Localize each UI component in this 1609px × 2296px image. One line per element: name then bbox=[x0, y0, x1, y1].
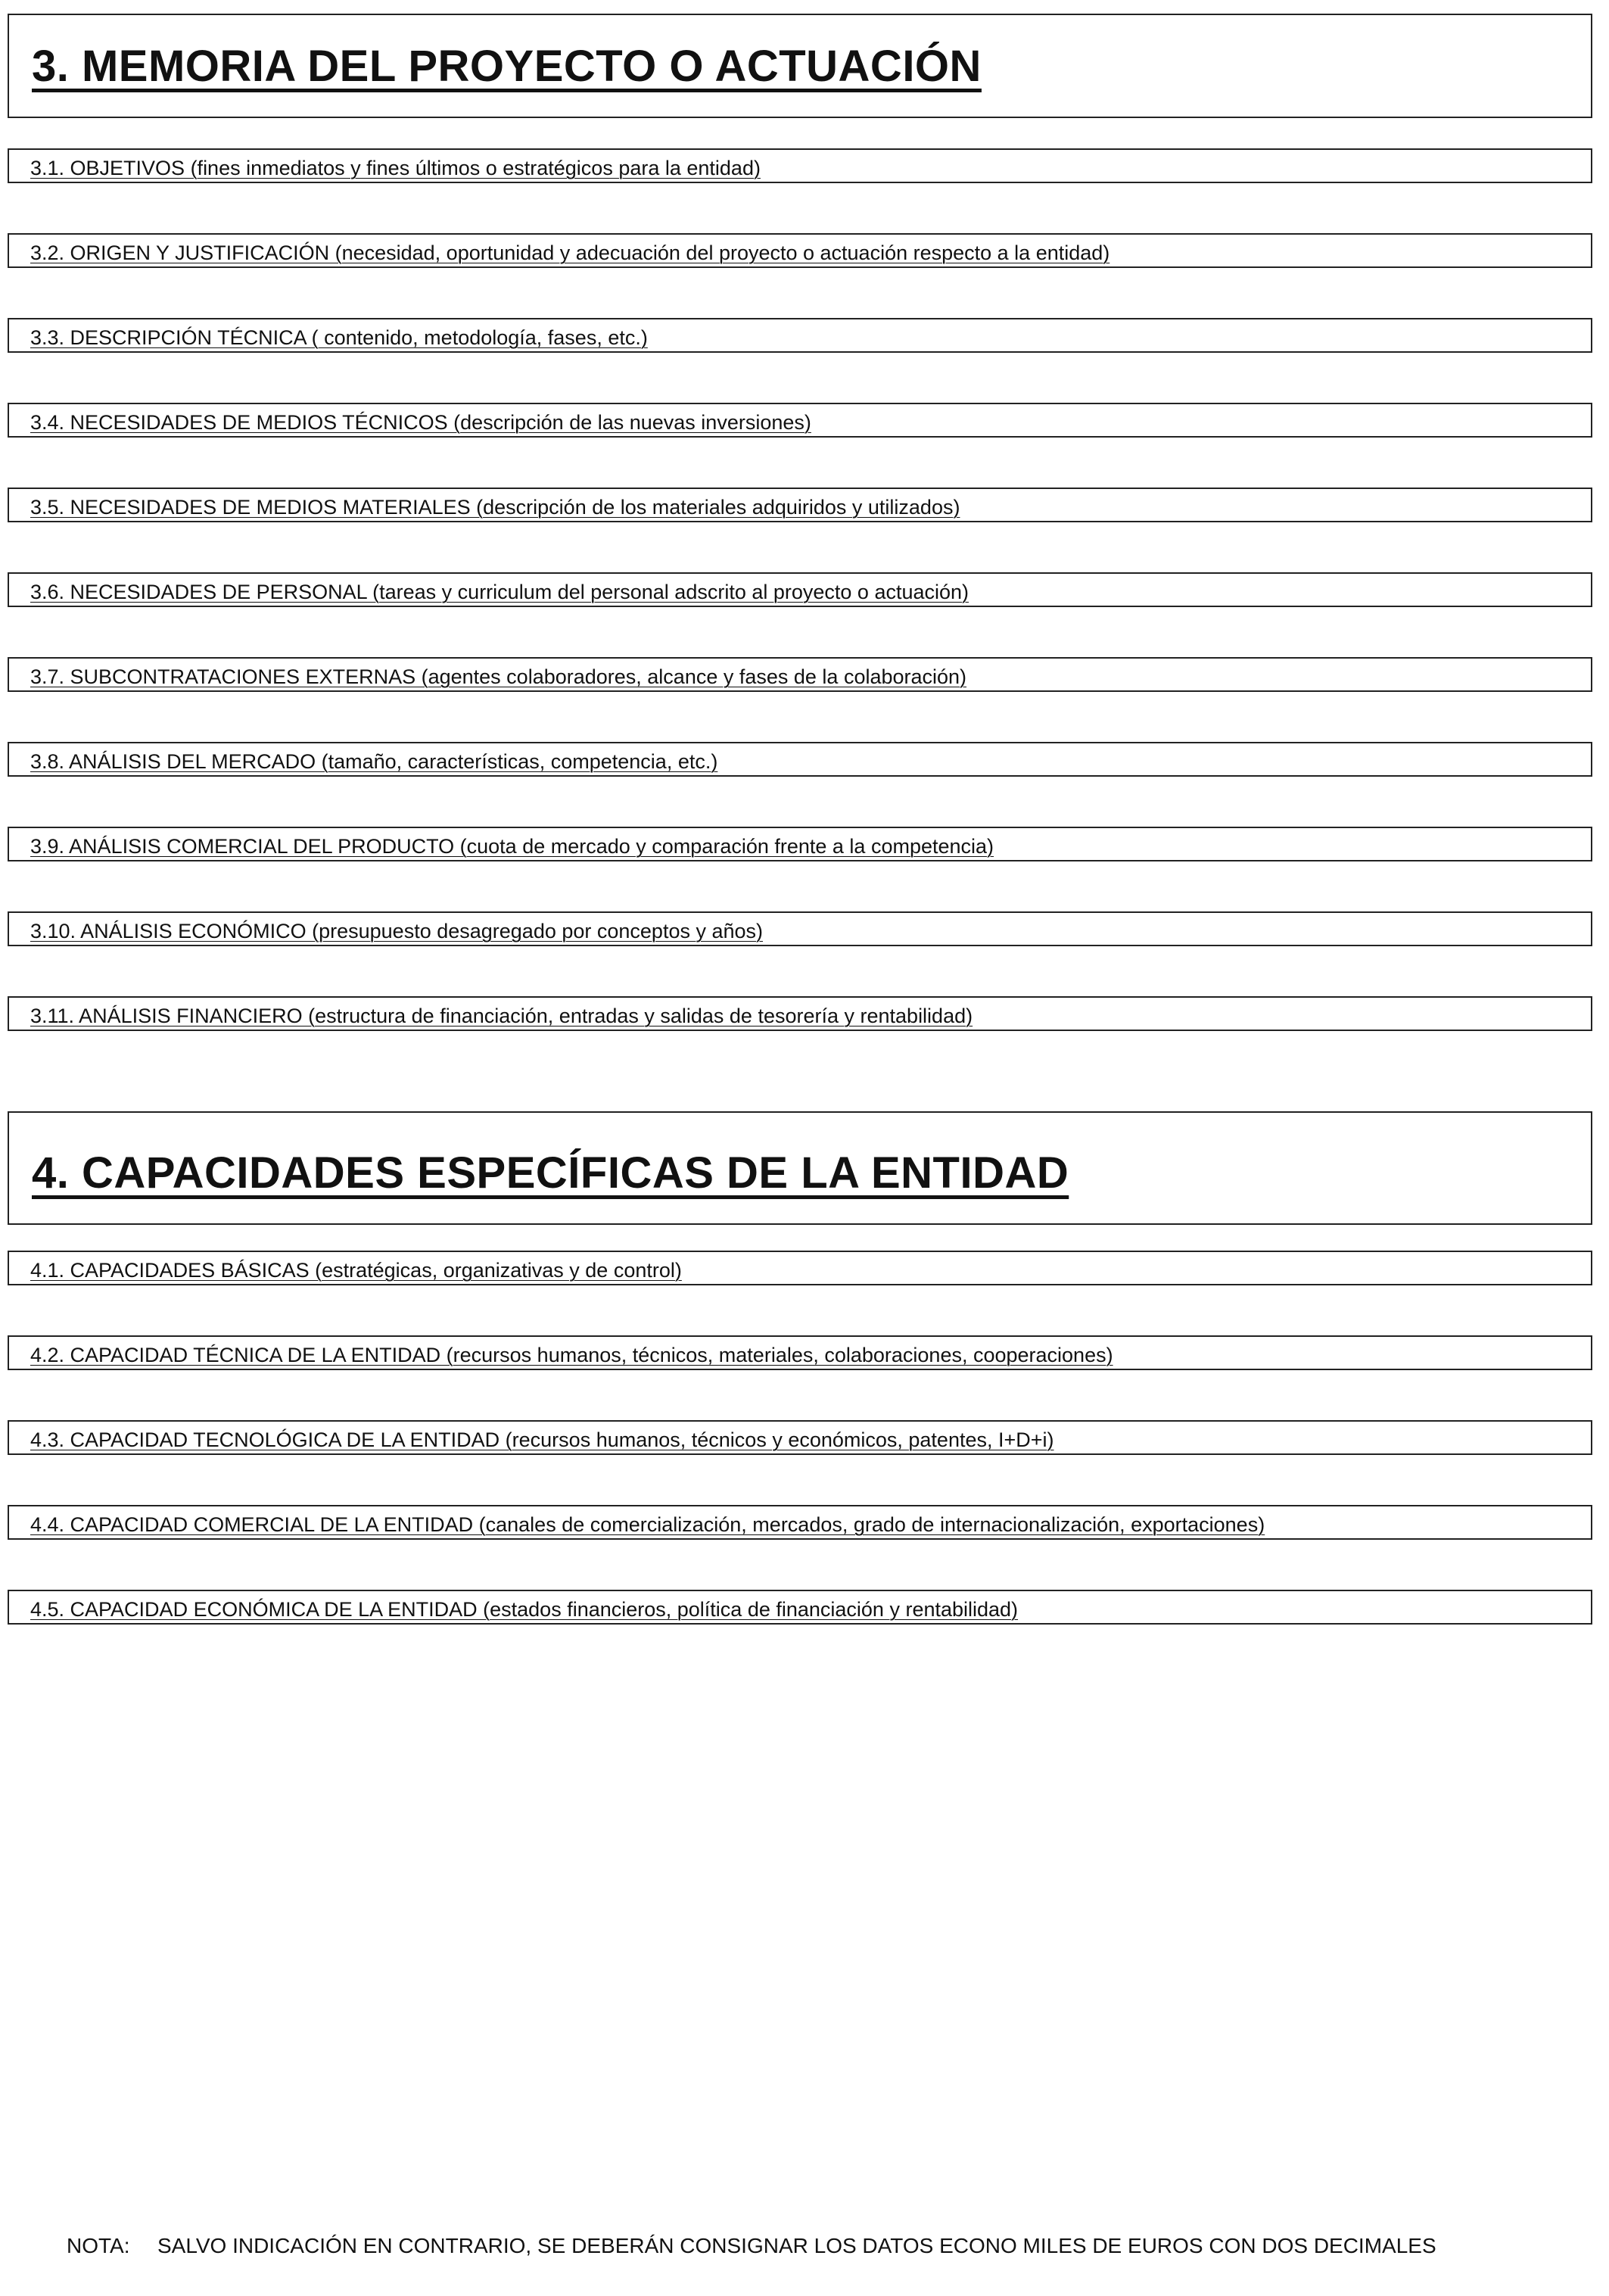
item-3-1[interactable] bbox=[8, 148, 1592, 183]
item-4-5[interactable] bbox=[8, 1590, 1592, 1625]
item-3-7-label: 3.7. SUBCONTRATACIONES EXTERNAS (agentes colaboradores, alcance y fases de la colaboración) bbox=[30, 665, 967, 688]
item-3-6[interactable] bbox=[8, 572, 1592, 607]
item-4-3[interactable] bbox=[8, 1420, 1592, 1455]
item-4-4[interactable] bbox=[8, 1505, 1592, 1540]
item-4-1-label: 4.1. CAPACIDADES BÁSICAS (estratégicas, organizativas y de control) bbox=[30, 1259, 682, 1282]
item-3-2[interactable] bbox=[8, 233, 1592, 268]
section-3-header bbox=[8, 14, 1592, 118]
item-3-11-label: 3.11. ANÁLISIS FINANCIERO (estructura de financiación, entradas y salidas de tesorería y rentabilidad) bbox=[30, 1005, 973, 1027]
item-3-3[interactable] bbox=[8, 318, 1592, 353]
item-3-5-label: 3.5. NECESIDADES DE MEDIOS MATERIALES (descripción de los materiales adquiridos y utilizados) bbox=[30, 496, 960, 519]
item-3-2-label: 3.2. ORIGEN Y JUSTIFICACIÓN (necesidad, oportunidad y adecuación del proyecto o actuación respecto a la entidad) bbox=[30, 241, 1110, 264]
item-3-3-label: 3.3. DESCRIPCIÓN TÉCNICA ( contenido, metodología, fases, etc.) bbox=[30, 326, 648, 349]
item-4-3-label: 4.3. CAPACIDAD TECNOLÓGICA DE LA ENTIDAD (recursos humanos, técnicos y económicos, patentes, I+D+i) bbox=[30, 1428, 1054, 1451]
item-3-6-label: 3.6. NECESIDADES DE PERSONAL (tareas y curriculum del personal adscrito al proyecto o actuación) bbox=[30, 581, 969, 603]
item-3-7[interactable] bbox=[8, 657, 1592, 692]
item-3-5[interactable] bbox=[8, 488, 1592, 522]
item-3-8-label: 3.8. ANÁLISIS DEL MERCADO (tamaño, características, competencia, etc.) bbox=[30, 750, 718, 773]
section-4-title: 4. CAPACIDADES ESPECÍFICAS DE LA ENTIDAD bbox=[32, 1148, 1069, 1198]
footer-note bbox=[67, 2235, 1558, 2257]
item-3-4[interactable] bbox=[8, 403, 1592, 438]
item-3-8[interactable] bbox=[8, 742, 1592, 777]
item-3-9[interactable] bbox=[8, 827, 1592, 861]
item-4-2[interactable] bbox=[8, 1335, 1592, 1370]
item-3-11[interactable] bbox=[8, 996, 1592, 1031]
item-3-4-label: 3.4. NECESIDADES DE MEDIOS TÉCNICOS (descripción de las nuevas inversiones) bbox=[30, 411, 811, 434]
item-4-2-label: 4.2. CAPACIDAD TÉCNICA DE LA ENTIDAD (recursos humanos, técnicos, materiales, colaboraciones, cooperaciones) bbox=[30, 1344, 1113, 1366]
item-3-9-label: 3.9. ANÁLISIS COMERCIAL DEL PRODUCTO (cuota de mercado y comparación frente a la competencia) bbox=[30, 835, 994, 858]
note-text: SALVO INDICACIÓN EN CONTRARIO, SE DEBERÁN CONSIGNAR LOS DATOS ECONO MILES DE EUROS CON DOS DECIMALES bbox=[157, 2234, 1436, 2257]
note-tag: NOTA: bbox=[67, 2234, 130, 2257]
section-3-title: 3. MEMORIA DEL PROYECTO O ACTUACIÓN bbox=[32, 42, 982, 91]
item-4-1[interactable] bbox=[8, 1251, 1592, 1285]
item-4-4-label: 4.4. CAPACIDAD COMERCIAL DE LA ENTIDAD (canales de comercialización, mercados, grado de internacionalización, exportaciones) bbox=[30, 1513, 1265, 1536]
section-4-header bbox=[8, 1111, 1592, 1225]
item-3-10-label: 3.10. ANÁLISIS ECONÓMICO (presupuesto desagregado por conceptos y años) bbox=[30, 920, 764, 942]
item-3-1-label: 3.1. OBJETIVOS (fines inmediatos y fines últimos o estratégicos para la entidad) bbox=[30, 157, 761, 179]
item-3-10[interactable] bbox=[8, 911, 1592, 946]
item-4-5-label: 4.5. CAPACIDAD ECONÓMICA DE LA ENTIDAD (estados financieros, política de financiación y rentabilidad) bbox=[30, 1598, 1019, 1621]
